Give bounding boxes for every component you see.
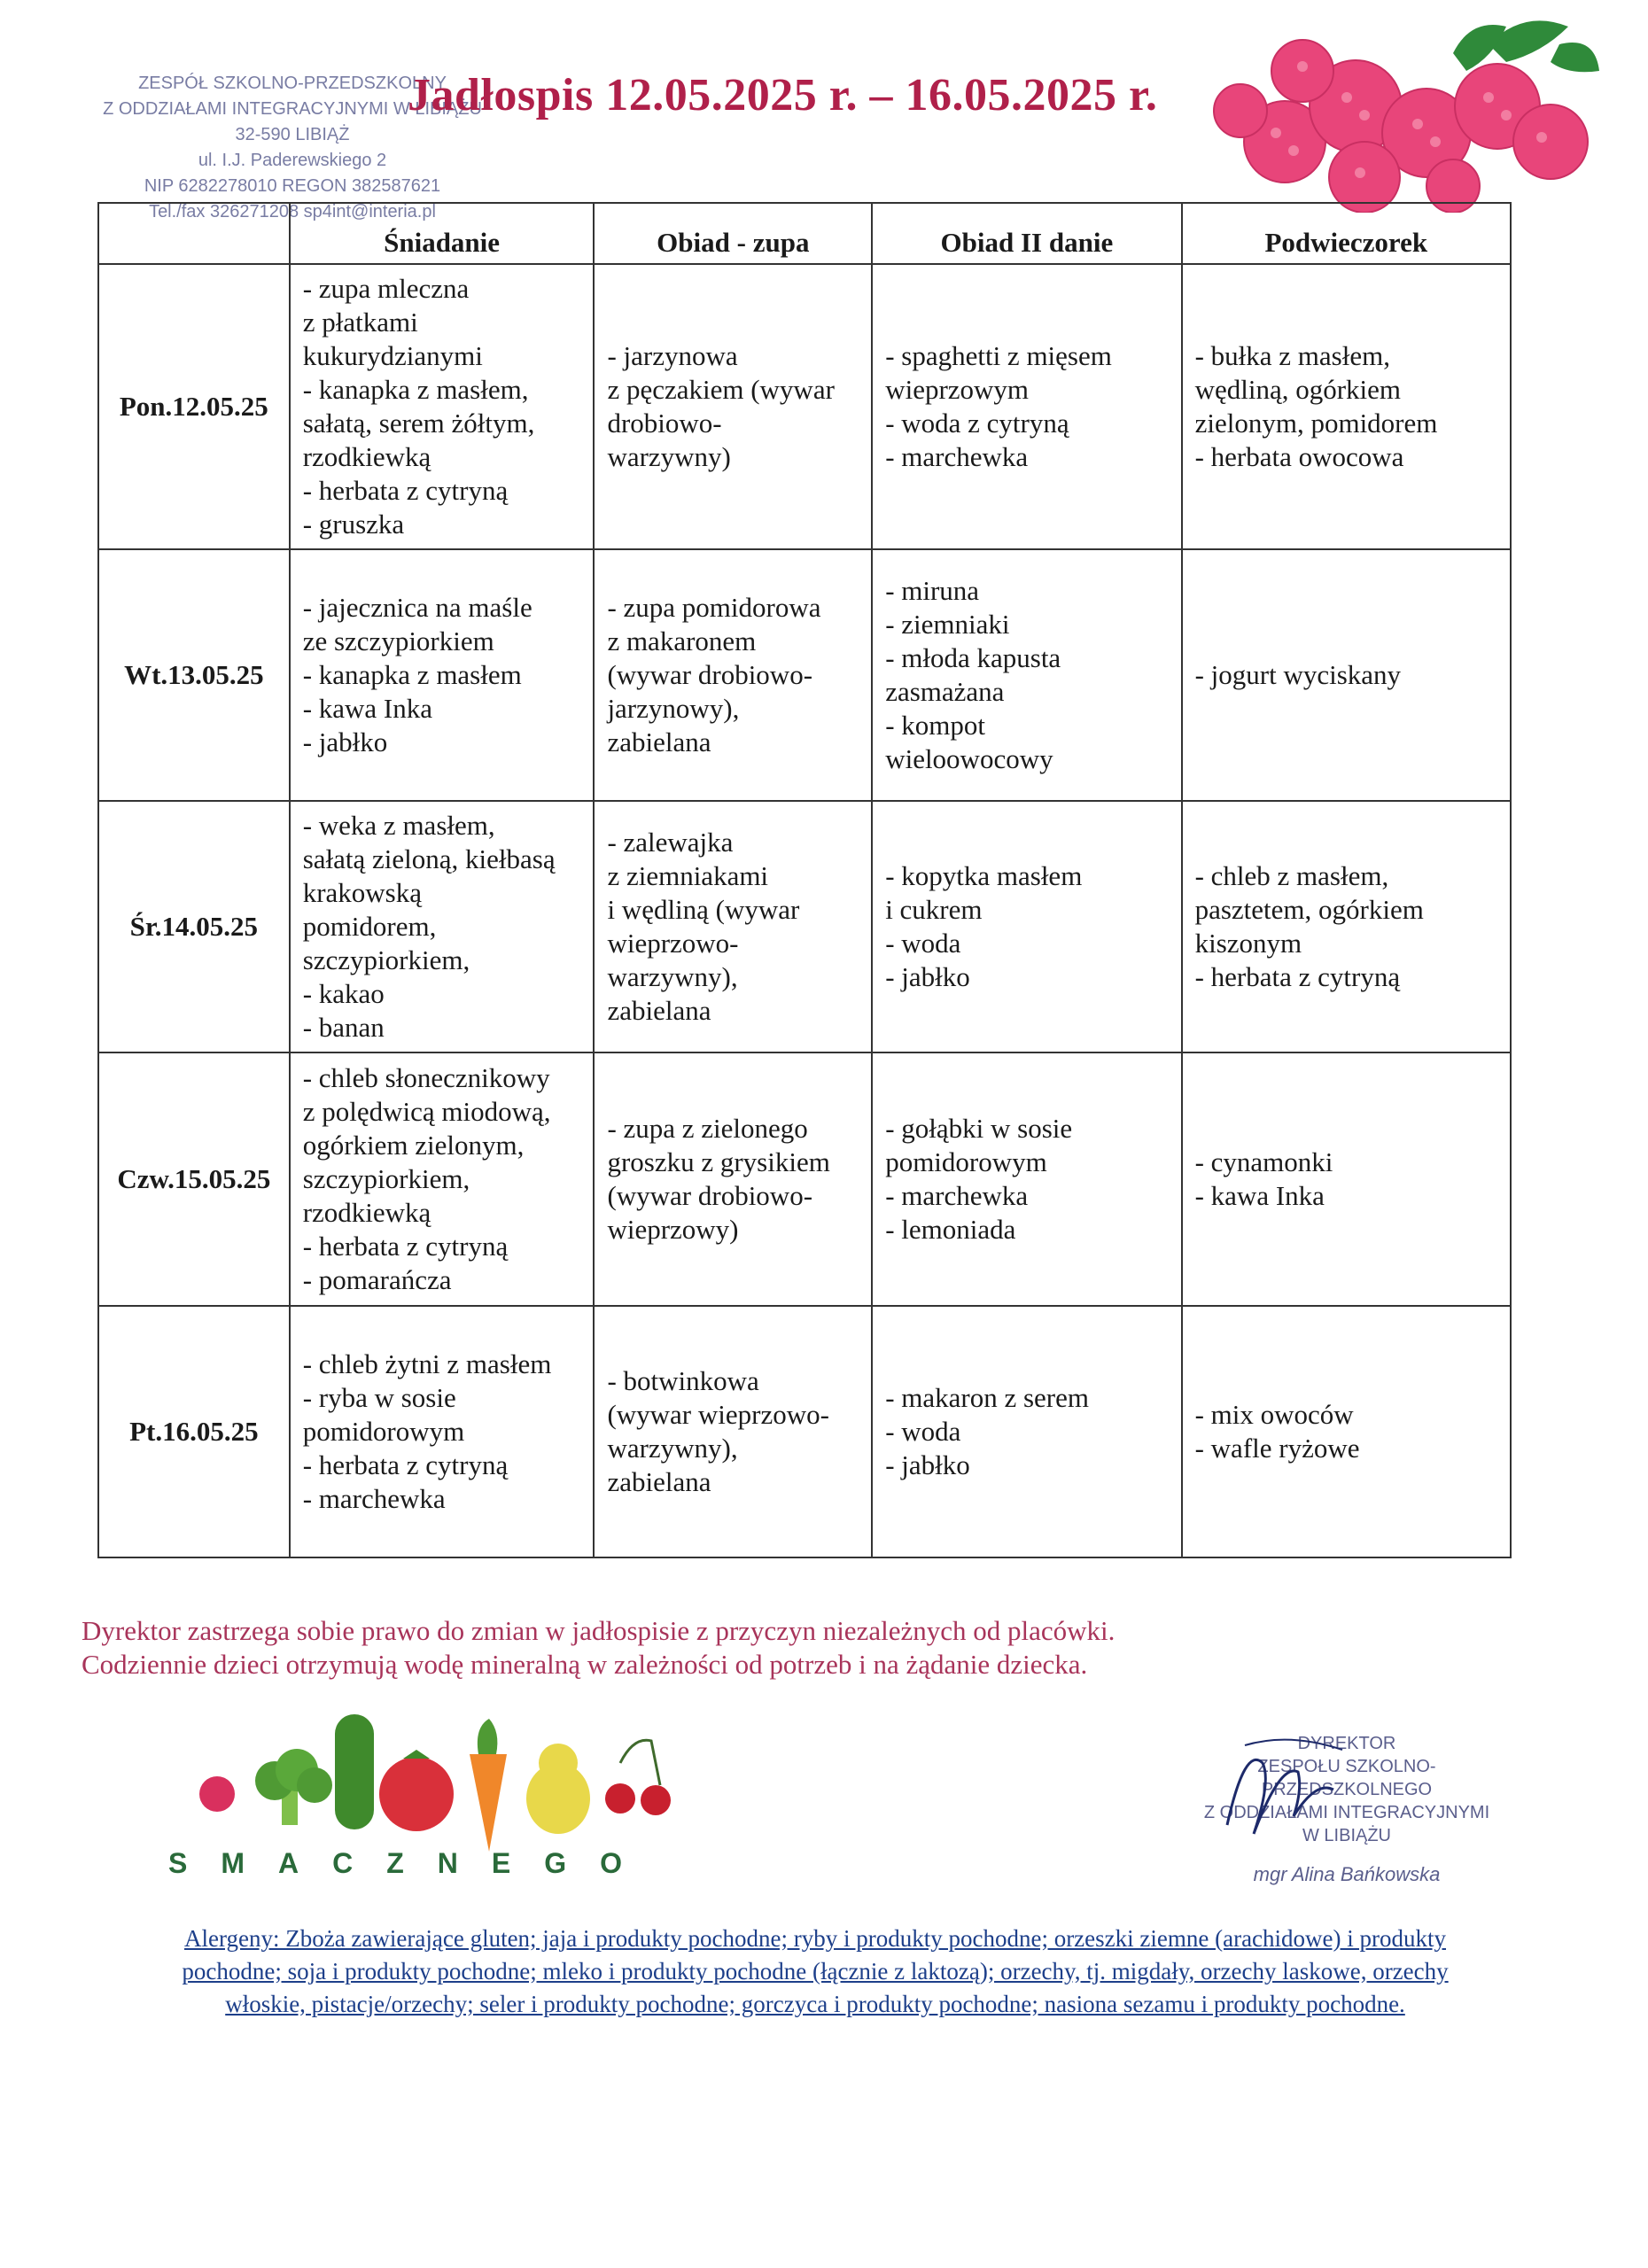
menu-item-line: - chleb żytni z masłem <box>302 1348 552 1379</box>
cherries-icon <box>605 1740 671 1815</box>
menu-item-line: z polędwicą miodową, <box>302 1096 551 1127</box>
snack-cell <box>1182 264 1511 549</box>
snack-cell <box>1182 801 1511 1052</box>
menu-item-line: warzywny), <box>607 1433 738 1464</box>
stamp-line: Z ODDZIAŁAMI INTEGRACYJNYMI W LIBIĄŻU <box>103 99 482 119</box>
soup-cell <box>594 264 872 549</box>
menu-item-line: (wywar wieprzowo- <box>607 1399 829 1430</box>
menu-item-line: - bułka z masłem, <box>1194 340 1390 371</box>
menu-item-line: - gruszka <box>302 509 405 540</box>
column-header-snack: Podwieczorek <box>1182 203 1511 264</box>
menu-item-line: - chleb z masłem, <box>1194 860 1389 891</box>
menu-table <box>97 202 1512 1558</box>
menu-item-line: - herbata z cytryną <box>1194 961 1401 992</box>
menu-item-line: drobiowo- <box>607 408 722 439</box>
main-course-cell <box>872 1052 1181 1306</box>
carrot-icon <box>470 1719 507 1852</box>
notice-line: Codziennie dzieci otrzymują wodę mineralną w zależności od potrzeb i na żądanie dziecka. <box>82 1649 1088 1680</box>
menu-item-line: - kanapka z masłem, <box>302 374 529 405</box>
menu-item-line: pomidorowym <box>885 1146 1047 1177</box>
menu-body <box>98 264 1511 1557</box>
director-name: mgr Alina Bańkowska <box>1253 1863 1441 1885</box>
menu-item-line: z makaronem <box>607 625 757 656</box>
day-cell: Śr.14.05.25 <box>98 801 290 1052</box>
cucumber-icon <box>335 1714 374 1829</box>
soup-cell <box>594 549 872 801</box>
day-cell: Pt.16.05.25 <box>98 1306 290 1557</box>
table-row <box>98 801 1511 1052</box>
menu-item-line: zielonym, pomidorem <box>1194 408 1438 439</box>
table-row <box>98 264 1511 549</box>
menu-item-line: rzodkiewką <box>302 1197 431 1228</box>
menu-item-line: - jajecznica na maśle <box>302 592 532 623</box>
menu-item-line: - kakao <box>302 978 385 1009</box>
menu-item-line: - makaron z serem <box>885 1382 1089 1413</box>
main-course-cell <box>872 801 1181 1052</box>
menu-item-line: - lemoniada <box>885 1214 1016 1245</box>
menu-item-line: - woda <box>885 1416 961 1447</box>
director-stamp-line: DYREKTOR <box>1297 1734 1396 1753</box>
menu-item-line: - ryba w sosie <box>302 1382 456 1413</box>
signature-image <box>1192 1728 1387 1860</box>
raspberries-image <box>1187 9 1604 213</box>
menu-item-line: z ziemniakami <box>607 860 769 891</box>
snack-cell <box>1182 549 1511 801</box>
menu-item-line: - zupa mleczna <box>302 273 470 304</box>
main-course-cell <box>872 1306 1181 1557</box>
menu-item-line: i cukrem <box>885 894 983 925</box>
menu-item-line: - jarzynowa <box>607 340 738 371</box>
notice-line: Dyrektor zastrzega sobie prawo do zmian w jadłospisie z przyczyn niezależnych od placówki. <box>82 1615 1116 1646</box>
soup-cell <box>594 1052 872 1306</box>
day-cell: Czw.15.05.25 <box>98 1052 290 1306</box>
breakfast-cell <box>290 1052 595 1306</box>
menu-item-line: z płatkami <box>302 307 418 338</box>
breakfast-cell <box>290 549 595 801</box>
snack-cell <box>1182 1306 1511 1557</box>
soup-cell <box>594 1306 872 1557</box>
menu-item-line: ze szczypiorkiem <box>302 625 494 656</box>
menu-item-line: - kopytka masłem <box>885 860 1083 891</box>
raspberry-icon <box>199 1776 235 1812</box>
tomato-icon <box>379 1750 454 1831</box>
stamp-line: NIP 6282278010 REGON 382587621 <box>144 176 441 196</box>
menu-item-line: groszku z grysikiem <box>607 1146 830 1177</box>
menu-item-line: - jogurt wyciskany <box>1194 659 1402 690</box>
menu-item-line: zabielana <box>607 995 711 1026</box>
menu-item-line: kiszonym <box>1194 928 1302 959</box>
menu-item-line: zasmażana <box>885 676 1005 707</box>
menu-item-line: - banan <box>302 1012 385 1043</box>
menu-item-line: - jabłko <box>885 961 970 992</box>
menu-item-line: - woda z cytryną <box>885 408 1069 439</box>
menu-item-line: - weka z masłem, <box>302 810 495 841</box>
menu-item-line: - woda <box>885 928 961 959</box>
menu-item-line: - ziemniaki <box>885 609 1010 640</box>
allergens-line: pochodne; soja i produkty pochodne; mleko i produkty pochodne (łącznie z laktozą); orzechy, tj. migdały, orzechy laskowe, orzechy <box>182 1958 1449 1984</box>
director-stamp-line: Z ODDZIAŁAMI INTEGRACYJNYMI <box>1203 1803 1490 1822</box>
menu-item-line: - zupa z zielonego <box>607 1113 808 1144</box>
menu-item-line: pasztetem, ogórkiem <box>1194 894 1424 925</box>
menu-item-line: - marchewka <box>885 1180 1029 1211</box>
menu-item-line: - wafle ryżowe <box>1194 1433 1360 1464</box>
column-header-soup: Obiad - zupa <box>594 203 872 264</box>
menu-item-line: - botwinkowa <box>607 1365 759 1396</box>
table-row <box>98 1306 1511 1557</box>
menu-item-line: sałatą, serem żółtym, <box>302 408 535 439</box>
menu-item-line: pomidorem, <box>302 911 437 942</box>
page-title: Jadłospis 12.05.2025 r. – 16.05.2025 r. <box>408 70 1158 120</box>
column-header-breakfast: Śniadanie <box>290 203 595 264</box>
day-cell: Pon.12.05.25 <box>98 264 290 549</box>
main-course-cell <box>872 264 1181 549</box>
menu-item-line: - jabłko <box>885 1449 970 1480</box>
menu-item-line: wieprzowym <box>885 374 1030 405</box>
breakfast-cell <box>290 264 595 549</box>
stamp-line: Tel./fax 326271208 sp4int@interia.pl <box>149 202 436 221</box>
menu-item-line: zabielana <box>607 1466 711 1497</box>
menu-item-line: - herbata z cytryną <box>302 1449 509 1480</box>
menu-item-line: - spaghetti z mięsem <box>885 340 1112 371</box>
soup-cell <box>594 801 872 1052</box>
breakfast-cell <box>290 1306 595 1557</box>
menu-item-line: wieprzowo- <box>607 928 739 959</box>
stamp-line: 32-590 LIBIĄŻ <box>235 125 350 144</box>
table-row <box>98 549 1511 801</box>
main-course-cell <box>872 549 1181 801</box>
menu-item-line: wędliną, ogórkiem <box>1194 374 1402 405</box>
menu-item-line: - zalewajka <box>607 827 734 858</box>
menu-item-line: jarzynowy), <box>607 693 740 724</box>
menu-item-line: (wywar drobiowo- <box>607 1180 813 1211</box>
menu-item-line: - gołąbki w sosie <box>885 1113 1073 1144</box>
menu-item-line: szczypiorkiem, <box>302 944 470 975</box>
menu-item-line: kukurydzianymi <box>302 340 483 371</box>
column-header-day <box>98 203 290 264</box>
smacznego-text: SMACZNEGO <box>168 1847 656 1879</box>
menu-item-line: warzywny), <box>607 961 738 992</box>
director-stamp-line: W LIBIĄŻU <box>1302 1826 1391 1845</box>
menu-item-line: i wędliną (wywar <box>607 894 800 925</box>
menu-item-line: szczypiorkiem, <box>302 1163 470 1194</box>
menu-item-line: pomidorowym <box>302 1416 465 1447</box>
menu-item-line: zabielana <box>607 726 711 757</box>
menu-item-line: z pęczakiem (wywar <box>607 374 835 405</box>
breakfast-cell <box>290 801 595 1052</box>
menu-item-line: - marchewka <box>885 441 1029 472</box>
menu-item-line: - mix owoców <box>1194 1399 1354 1430</box>
menu-item-line: krakowską <box>302 877 422 908</box>
menu-item-line: (wywar drobiowo- <box>607 659 813 690</box>
column-header-main-course: Obiad II danie <box>872 203 1181 264</box>
menu-item-line: - jabłko <box>302 726 388 757</box>
menu-item-line: - kawa Inka <box>302 693 433 724</box>
day-cell: Wt.13.05.25 <box>98 549 290 801</box>
pear-icon <box>526 1744 590 1834</box>
menu-item-line: wieprzowy) <box>607 1214 739 1245</box>
menu-item-line: rzodkiewką <box>302 441 431 472</box>
menu-item-line: - herbata z cytryną <box>302 1231 509 1262</box>
allergens-line: Alergeny: Zboża zawierające gluten; jaja i produkty pochodne; ryby i produkty pochodne; orzeszki ziemne (arachidowe) i produkty <box>184 1925 1446 1952</box>
menu-item-line: - kanapka z masłem <box>302 659 522 690</box>
stamp-line: ZESPÓŁ SZKOLNO-PRZEDSZKOLNY <box>138 74 447 93</box>
broccoli-icon <box>255 1749 332 1825</box>
menu-item-line: - chleb słonecznikowy <box>302 1062 550 1093</box>
menu-item-line: ogórkiem zielonym, <box>302 1130 525 1161</box>
table-row <box>98 1052 1511 1306</box>
menu-item-line: sałatą zieloną, kiełbasą <box>302 843 556 874</box>
menu-item-line: - kawa Inka <box>1194 1180 1325 1211</box>
menu-item-line: wieloowocowy <box>885 743 1053 774</box>
allergens-line: włoskie, pistacje/orzechy; seler i produkty pochodne; gorczyca i produkty pochodne; nasiona sezamu i produkty pochodne. <box>225 1991 1405 2017</box>
menu-item-line: - pomarańcza <box>302 1264 452 1295</box>
menu-item-line: - herbata z cytryną <box>302 475 509 506</box>
table-header-row <box>98 203 1511 264</box>
allergens-info <box>89 1922 1542 2021</box>
menu-item-line: - herbata owocowa <box>1194 441 1404 472</box>
menu-item-line: - młoda kapusta <box>885 642 1061 673</box>
director-notice <box>82 1614 1115 1682</box>
menu-item-line: - kompot <box>885 710 985 741</box>
snack-cell <box>1182 1052 1511 1306</box>
menu-item-line: - miruna <box>885 575 980 606</box>
menu-item-line: warzywny) <box>607 441 731 472</box>
director-stamp-line: ZESPOŁU SZKOLNO-PRZEDSZKOLNEGO <box>1257 1757 1436 1799</box>
stamp-line: ul. I.J. Paderewskiego 2 <box>198 151 387 170</box>
menu-item-line: - cynamonki <box>1194 1146 1333 1177</box>
menu-item-line: - zupa pomidorowa <box>607 592 821 623</box>
menu-item-line: - marchewka <box>302 1483 446 1514</box>
